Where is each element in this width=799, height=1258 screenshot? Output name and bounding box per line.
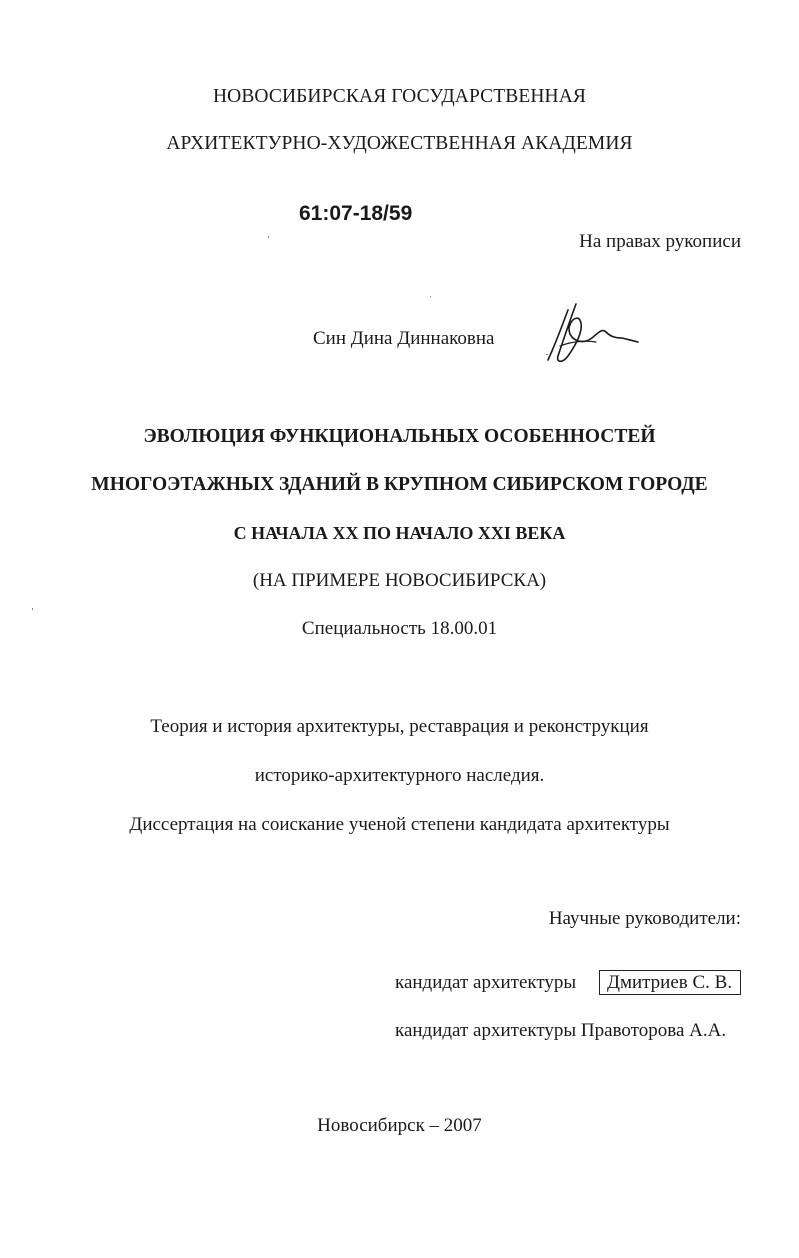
title-line-4: (НА ПРИМЕРЕ НОВОСИБИРСКА): [252, 570, 547, 591]
catalog-code: 61:07-18/59: [299, 202, 413, 225]
supervisor-2: кандидат архитектуры Правоторова А.А.: [395, 1020, 727, 1041]
dissertation-note: Диссертация на соискание ученой степени кандидата архитектуры: [129, 814, 670, 835]
scan-speck: [546, 354, 548, 355]
field-line-1: Теория и история архитектуры, реставрация и реконструкция: [150, 716, 649, 737]
scan-speck: [268, 236, 269, 238]
rights-note: На правах рукописи: [579, 231, 741, 252]
author-name: Син Дина Диннаковна: [313, 328, 495, 349]
author-signature: [540, 298, 650, 373]
city-year: Новосибирск – 2007: [317, 1115, 482, 1136]
scan-speck: [32, 608, 33, 610]
institution-line-1: НОВОСИБИРСКАЯ ГОСУДАРСТВЕННАЯ: [212, 86, 587, 107]
field-line-2: историко-архитектурного наследия.: [254, 765, 545, 786]
institution-line-2: АРХИТЕКТУРНО-ХУДОЖЕСТВЕННАЯ АКАДЕМИЯ: [166, 133, 633, 154]
title-line-2: МНОГОЭТАЖНЫХ ЗДАНИЙ В КРУПНОМ СИБИРСКОМ ГОРОДЕ: [91, 474, 708, 495]
supervisors-heading: Научные руководители:: [548, 908, 741, 929]
supervisor-1-name-box: Дмитриев С. В.: [599, 970, 741, 995]
title-line-1: ЭВОЛЮЦИЯ ФУНКЦИОНАЛЬНЫХ ОСОБЕННОСТЕЙ: [143, 426, 656, 447]
specialty: Специальность 18.00.01: [301, 618, 498, 639]
title-line-3: С НАЧАЛА XX ПО НАЧАЛО XXI ВЕКА: [233, 523, 566, 543]
supervisor-1-degree: кандидат архитектуры: [395, 972, 577, 993]
scan-speck: [430, 296, 431, 297]
